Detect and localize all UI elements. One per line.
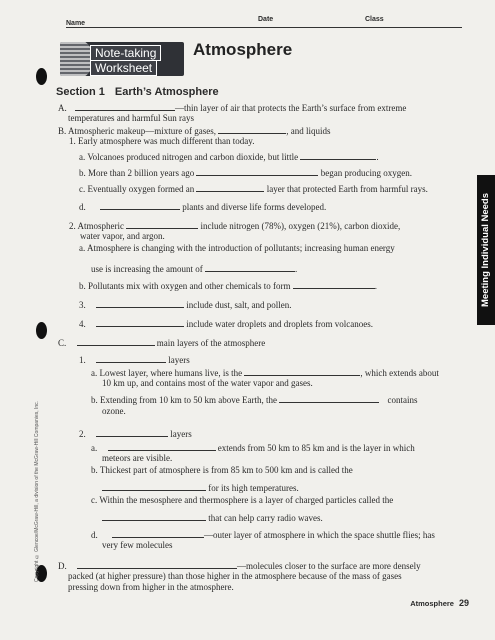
footer-label: Atmosphere	[410, 599, 454, 608]
item-b2a-cont: use is increasing the amount of .	[91, 264, 298, 274]
item-d-cont-2: pressing down from higher in the atmosphere.	[68, 582, 234, 592]
item-b1d: d. plants and diverse life forms developed.	[79, 202, 327, 212]
name-label: Name	[66, 20, 86, 27]
date-label: Date	[258, 16, 274, 23]
item-c1b: b. Extending from 10 km to 50 km above Earth, the contains	[91, 395, 418, 405]
answer-blank[interactable]	[218, 125, 286, 134]
answer-blank[interactable]	[196, 167, 318, 176]
page-number: 29	[458, 598, 469, 608]
side-tab: Meeting Individual Needs	[477, 175, 495, 325]
item-b1b: b. More than 2 billion years ago began producing oxygen.	[79, 168, 412, 178]
answer-blank[interactable]	[75, 102, 175, 111]
item-c: C. main layers of the atmosphere	[58, 338, 266, 348]
item-c2: 2. layers	[79, 429, 192, 439]
section-heading	[56, 86, 219, 98]
globe-icon	[60, 42, 94, 76]
item-c1: 1. layers	[79, 355, 190, 365]
item-b1c: c. Eventually oxygen formed an layer that protected Earth from harmful rays.	[79, 184, 428, 194]
item-c2c-cont: that can help carry radio waves.	[102, 512, 323, 524]
item-a: A. —thin layer of air that protects the Earth’s surface from extreme	[58, 103, 407, 113]
answer-blank[interactable]	[96, 354, 166, 363]
answer-blank[interactable]	[196, 183, 264, 192]
binder-hole	[36, 322, 47, 339]
item-c2b: b. Thickest part of atmosphere is from 85 km to 500 km and is called the	[91, 465, 353, 475]
page-title: Atmosphere	[193, 40, 293, 59]
item-c1a-cont: 10 km up, and contains most of the water vapor and gases.	[102, 378, 313, 388]
item-b2: 2. Atmospheric include nitrogen (78%), oxygen (21%), carbon dioxide,	[69, 221, 401, 231]
answer-blank[interactable]	[96, 318, 184, 327]
answer-blank[interactable]	[279, 394, 379, 403]
answer-blank[interactable]	[108, 442, 216, 451]
answer-blank[interactable]	[77, 560, 237, 569]
item-c2c: c. Within the mesosphere and thermosphere is a layer of charged particles called the	[91, 495, 394, 505]
item-c1a: a. Lowest layer, where humans live, is the , which extends about	[91, 368, 439, 378]
item-b2-cont: water vapor, and argon.	[80, 231, 165, 241]
binder-hole	[36, 68, 47, 85]
item-b: B. Atmospheric makeup—mixture of gases, , and liquids	[58, 126, 331, 136]
answer-blank[interactable]	[77, 337, 155, 346]
item-c1b-cont: ozone.	[102, 406, 126, 416]
header-rule	[66, 27, 462, 28]
item-b1: 1. Early atmosphere was much different than today.	[69, 136, 255, 146]
item-b1a: a. Volcanoes produced nitrogen and carbon dioxide, but little .	[79, 152, 379, 162]
item-c2b-cont: for its high temperatures.	[102, 482, 299, 494]
answer-blank[interactable]	[300, 151, 376, 160]
answer-blank[interactable]	[244, 367, 360, 376]
badge-line-1: Note-taking	[90, 45, 161, 61]
copyright-notice: Copyright © Glencoe/McGraw-Hill, a division of the McGraw-Hill Companies, Inc.	[34, 400, 40, 582]
item-a-cont: temperatures and harmful Sun rays	[68, 113, 194, 123]
item-c2a: a. extends from 50 km to 85 km and is the layer in which	[91, 443, 415, 453]
section-number: Section 1	[56, 86, 105, 98]
item-d: D. —molecules closer to the surface are more densely	[58, 561, 421, 571]
answer-blank[interactable]	[112, 529, 204, 538]
answer-blank[interactable]	[100, 201, 180, 210]
answer-blank[interactable]	[205, 263, 295, 272]
item-b2b: b. Pollutants mix with oxygen and other chemicals to form .	[79, 281, 377, 291]
item-b3: 3. include dust, salt, and pollen.	[79, 300, 292, 310]
badge-line-2: Worksheet	[90, 60, 157, 76]
item-c2a-cont: meteors are visible.	[102, 453, 173, 463]
item-b2a: a. Atmosphere is changing with the introduction of pollutants; increasing human energy	[79, 243, 395, 253]
item-b4: 4. include water droplets and droplets from volcanoes.	[79, 319, 373, 329]
answer-blank[interactable]	[96, 428, 168, 437]
page-footer	[410, 598, 469, 608]
answer-blank[interactable]	[96, 299, 184, 308]
item-c2d: d. —outer layer of atmosphere in which the space shuttle flies; has	[91, 530, 435, 540]
class-label: Class	[365, 16, 384, 23]
section-name: Earth’s Atmosphere	[114, 86, 219, 98]
note-taking-badge	[60, 42, 184, 76]
item-d-cont-1: packed (at higher pressure) than those higher in the atmosphere because of the mass of gases	[68, 571, 402, 581]
answer-blank[interactable]	[102, 482, 206, 491]
answer-blank[interactable]	[293, 280, 375, 289]
answer-blank[interactable]	[126, 220, 198, 229]
item-c2d-cont: very few molecules	[102, 540, 173, 550]
answer-blank[interactable]	[102, 512, 206, 521]
